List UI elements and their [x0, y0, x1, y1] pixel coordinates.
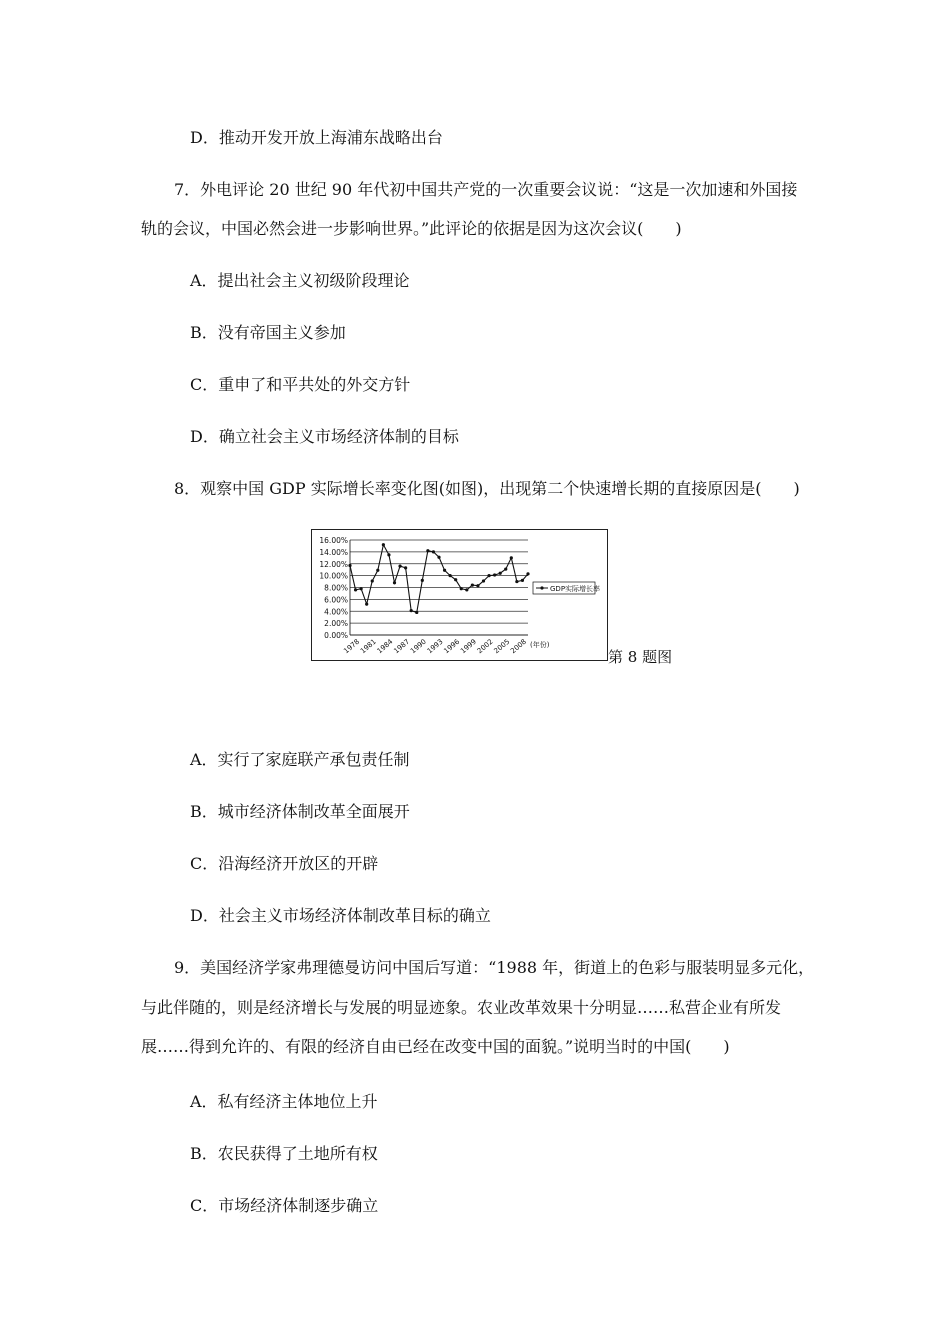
figure-caption: 第 8 题图: [608, 648, 673, 666]
data-point: [365, 603, 368, 606]
data-point: [493, 573, 496, 576]
x-tick-label: 1978: [342, 637, 362, 656]
data-point: [454, 578, 457, 581]
data-point: [504, 567, 507, 570]
data-point: [360, 587, 363, 590]
data-point: [398, 565, 401, 568]
data-point: [471, 584, 474, 587]
data-point: [482, 579, 485, 582]
data-point: [371, 579, 374, 582]
data-point: [449, 574, 452, 577]
x-tick-label: 1996: [442, 637, 462, 656]
q9-stem-line1: 9．美国经济学家弗理德曼访问中国后写道：“1988 年，街道上的色彩与服装明显多元化，: [174, 958, 815, 977]
q8-option-c: C．沿海经济开放区的开辟: [190, 854, 379, 873]
gdp-growth-chart: [311, 529, 608, 661]
data-point: [487, 574, 490, 577]
data-point: [432, 550, 435, 553]
data-point: [426, 549, 429, 552]
data-point: [421, 579, 424, 582]
x-tick-label: 1990: [409, 637, 428, 656]
data-point: [348, 564, 351, 567]
x-tick-label: 1993: [425, 637, 445, 656]
q7-option-b: B．没有帝国主义参加: [190, 323, 346, 342]
q9-option-a: A．私有经济主体地位上升: [190, 1092, 378, 1111]
q7-stem-line1: 7．外电评论 20 世纪 90 年代初中国共产党的一次重要会议说：“这是一次加速和外国接: [174, 180, 798, 199]
q9-stem-line2: 与此伴随的，则是经济增长与发展的明显迹象。农业改革效果十分明显……私营企业有所发: [141, 998, 782, 1017]
y-tick-label: 12.00%: [319, 559, 348, 569]
q7-stem-line2: 轨的会议，中国必然会进一步影响世界。”此评论的依据是因为这次会议( ): [141, 219, 682, 238]
y-tick-label: 14.00%: [319, 547, 348, 557]
data-point: [526, 572, 529, 575]
q9-option-c: C．市场经济体制逐步确立: [190, 1196, 379, 1215]
x-unit-label: (年份): [530, 641, 550, 649]
data-point: [393, 581, 396, 584]
x-tick-label: 1999: [459, 637, 478, 656]
y-tick-label: 8.00%: [324, 583, 348, 593]
x-tick-label: 1987: [392, 637, 412, 656]
data-point: [387, 553, 390, 556]
y-tick-label: 0.00%: [324, 631, 348, 640]
q7-option-a: A．提出社会主义初级阶段理论: [190, 271, 410, 290]
series-line: [350, 545, 528, 613]
q6-option-d: D．推动开发开放上海浦东战略出台: [190, 128, 443, 147]
q7-option-d: D．确立社会主义市场经济体制的目标: [190, 427, 459, 446]
data-point: [510, 556, 513, 559]
y-tick-label: 6.00%: [324, 595, 348, 605]
x-tick-label: 1984: [375, 637, 395, 656]
data-point: [404, 566, 407, 569]
x-tick-label: 1981: [359, 637, 378, 656]
legend-label: GDP实际增长率: [550, 585, 601, 593]
y-tick-label: 2.00%: [324, 619, 348, 629]
data-point: [354, 588, 357, 591]
data-point: [437, 556, 440, 559]
q8-option-a: A．实行了家庭联产承包责任制: [190, 750, 410, 769]
data-point: [499, 572, 502, 575]
x-tick-label: 2002: [475, 637, 495, 656]
data-point: [460, 587, 463, 590]
y-tick-label: 16.00%: [319, 536, 348, 545]
x-tick-label: 2008: [509, 637, 528, 656]
y-tick-label: 10.00%: [319, 571, 348, 581]
data-point: [521, 579, 524, 582]
legend-marker: [540, 586, 543, 589]
data-point: [415, 611, 418, 614]
y-tick-label: 4.00%: [324, 607, 348, 617]
q8-option-b: B．城市经济体制改革全面展开: [190, 802, 410, 821]
data-point: [376, 569, 379, 572]
data-point: [443, 569, 446, 572]
data-point: [465, 588, 468, 591]
data-point: [476, 584, 479, 587]
q8-option-d: D．社会主义市场经济体制改革目标的确立: [190, 906, 491, 925]
x-tick-label: 2005: [492, 637, 512, 656]
data-point: [410, 609, 413, 612]
q9-option-b: B．农民获得了土地所有权: [190, 1144, 378, 1163]
data-point: [515, 580, 518, 583]
q7-option-c: C．重申了和平共处的外交方针: [190, 375, 411, 394]
data-point: [382, 543, 385, 546]
q9-stem-line3: 展……得到允许的、有限的经济自由已经在改变中国的面貌。”说明当时的中国( ): [141, 1037, 730, 1056]
q8-stem-line1: 8．观察中国 GDP 实际增长率变化图(如图)，出现第二个快速增长期的直接原因是( ): [174, 479, 800, 498]
chart-canvas: [312, 530, 609, 662]
